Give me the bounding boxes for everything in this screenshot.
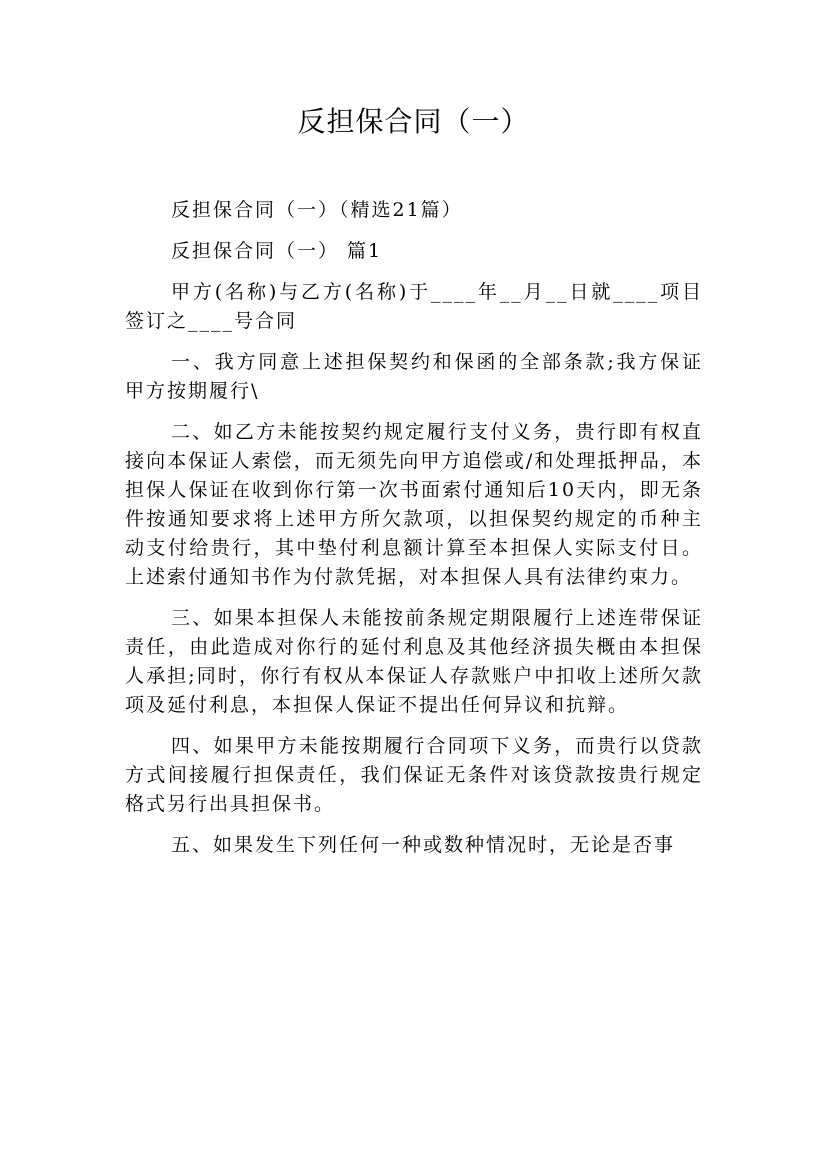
document-body xyxy=(125,196,703,872)
paragraph-clause-5: 五、如果发生下列任何一种或数种情况时，无论是否事 xyxy=(171,834,676,856)
paragraph-clause-3: 三、如果本担保人未能按前条规定期限履行上述连带保证责任，由此造成对你行的延付利息及其他经济损失概由本担保人承担;同时，你行有权从本保证人存款账户中扣收上述所欠款项及延付利息，本担保人保证不提出任何异议和抗辩。 xyxy=(125,607,703,716)
paragraph-section-heading: 反担保合同（一） 篇1 xyxy=(171,240,383,262)
paragraph-parties: 甲方(名称)与乙方(名称)于____年__月__日就____项目签订之____号合同 xyxy=(125,281,703,332)
document-title: 反担保合同（一） xyxy=(297,105,530,138)
paragraph-clause-2: 二、如乙方未能按契约规定履行支付义务，贵行即有权直接向本保证人索偿，而无须先向甲方追偿或/和处理抵押品，本担保人保证在收到你行第一次书面索付通知后10天内，即无条件按通知要求将上述甲方所欠款项，以担保契约规定的币种主动支付给贵行，其中垫付利息额计算至本担保人实际支付日。上述索付通知书作为付款凭据，对本担保人具有法律约束力。 xyxy=(125,421,703,588)
paragraph-subtitle: 反担保合同（一）（精选21篇） xyxy=(171,199,463,221)
paragraph-clause-4: 四、如果甲方未能按期履行合同项下义务，而贵行以贷款方式间接履行担保责任，我们保证无条件对该贷款按贵行规定格式另行出具担保书。 xyxy=(125,735,703,815)
paragraph-clause-1: 一、我方同意上述担保契约和保函的全部条款;我方保证甲方按期履行\ xyxy=(125,351,703,402)
